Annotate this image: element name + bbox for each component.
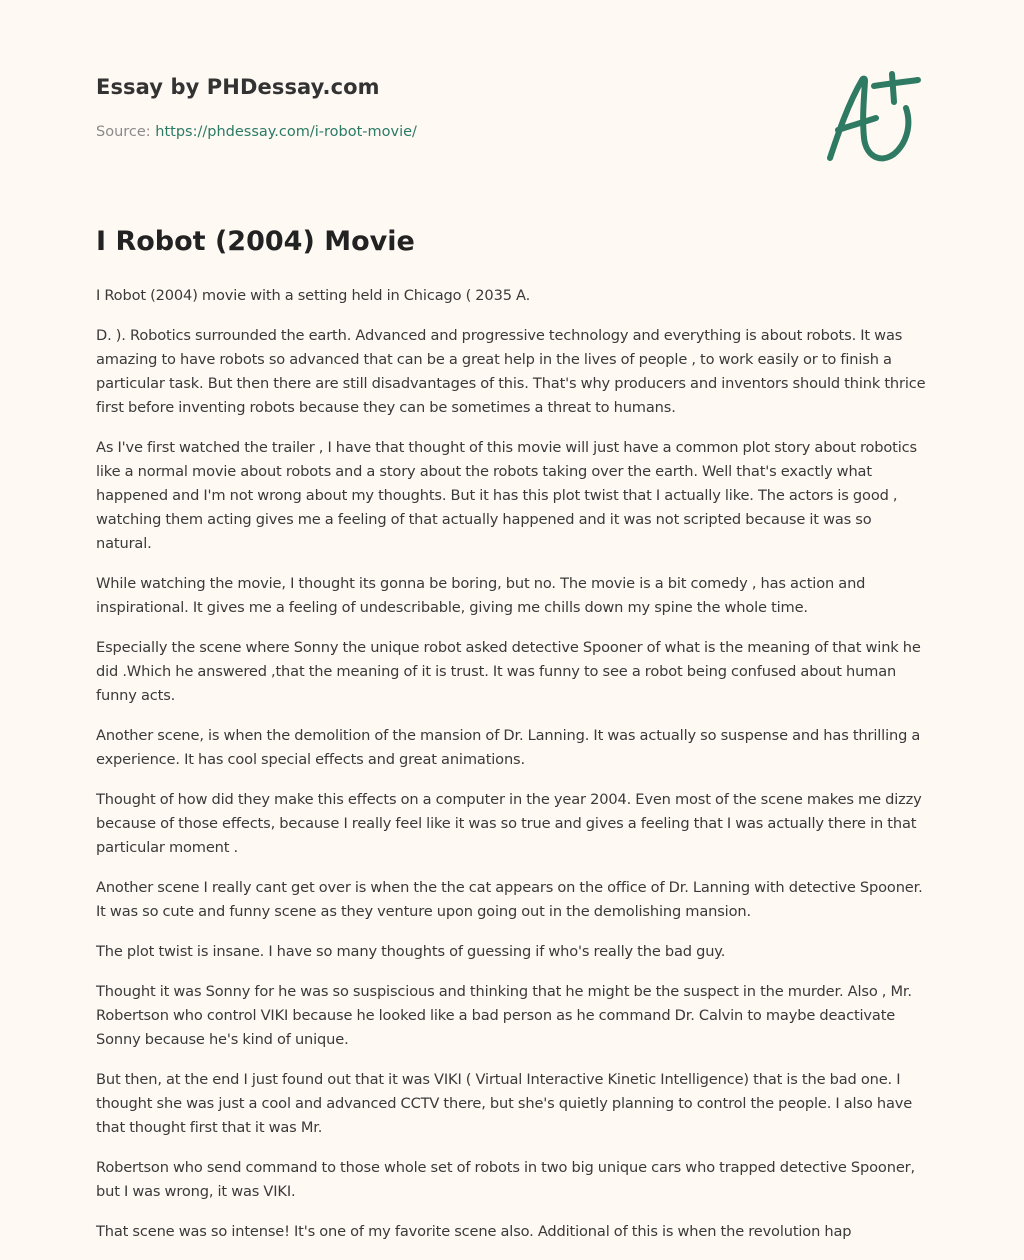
- essay-paragraph: Especially the scene where Sonny the unique robot asked detective Spooner of what is the meaning of that wink he did .Which he answered ,that the meaning of it is trust. It was funny to see a robot being confused about human funny acts.: [96, 639, 921, 704]
- essay-paragraph: Thought of how did they make this effects on a computer in the year 2004. Even most of the scene makes me dizzy because of those effects, because I really feel like it was so true and gives a feeling that I was actually there in that particular moment .: [96, 791, 922, 856]
- essay-paragraph: As I've first watched the trailer , I have that thought of this movie will just have a common plot story about robotics like a normal movie about robots and a story about the robots taking over the earth. Well that's exactly what happened and I'm not wrong about my thoughts. But it has this plot twist that I actually like. The actors is good , watching them acting gives me a feeling of that actually happened and it was not scripted because it was so natural.: [96, 439, 917, 552]
- source-label: Source:: [96, 124, 156, 140]
- essay-paragraph: Thought it was Sonny for he was so suspiscious and thinking that he might be the suspect in the murder. Also , Mr. Robertson who control VIKI because he looked like a bad person as he command Dr. Calvin to maybe deactivate Sonny because he's kind of unique.: [96, 983, 912, 1048]
- source-link[interactable]: https://phdessay.com/i-robot-movie/: [155, 124, 417, 140]
- essay-body: [96, 284, 930, 1260]
- essay-paragraph: Another scene, is when the demolition of the mansion of Dr. Lanning. It was actually so suspense and has thrilling a experience. It has cool special effects and great animations.: [96, 727, 921, 768]
- page-header: [96, 0, 930, 200]
- essay-paragraph: That scene was so intense! It's one of my favorite scene also. Additional of this is when the revolution hap: [96, 1223, 852, 1240]
- essay-paragraph: Another scene I really cant get over is when the the cat appears on the office of Dr. Lanning with detective Spooner. It was so cute and funny scene as they venture upon going out in the demolishing mansion.: [96, 879, 923, 920]
- essay-paragraph: While watching the movie, I thought its gonna be boring, but no. The movie is a bit comedy , has action and inspirational. It gives me a feeling of undescribable, giving me chills down my spine the whole time.: [96, 575, 866, 616]
- a-plus-grade-icon: [824, 68, 924, 166]
- essay-title: I Robot (2004) Movie: [96, 226, 415, 257]
- essay-paragraph: D. ). Robotics surrounded the earth. Advanced and progressive technology and everything is about robots. It was amazing to have robots so advanced that can be a great help in the lives of people , to work easily or to finish a particular task. But then there are still disadvantages of this. That's why producers and inventors should think thrice first before inventing robots because they can be sometimes a threat to humans.: [96, 327, 926, 416]
- brand-title: Essay by PHDessay.com: [96, 75, 380, 99]
- essay-paragraph: I Robot (2004) movie with a setting held in Chicago ( 2035 A.: [96, 287, 531, 304]
- essay-paragraph: Robertson who send command to those whole set of robots in two big unique cars who trapped detective Spooner, but I was wrong, it was VIKI.: [96, 1159, 915, 1200]
- essay-page: [96, 0, 930, 1240]
- essay-paragraph: But then, at the end I just found out that it was VIKI ( Virtual Interactive Kinetic Intelligence) that is the bad one. I thought she was just a cool and advanced CCTV there, but she's quietly planning to control the people. I also have that thought first that it was Mr.: [96, 1071, 913, 1136]
- source-line: [96, 124, 417, 140]
- essay-paragraph: The plot twist is insane. I have so many thoughts of guessing if who's really the bad guy.: [96, 943, 726, 960]
